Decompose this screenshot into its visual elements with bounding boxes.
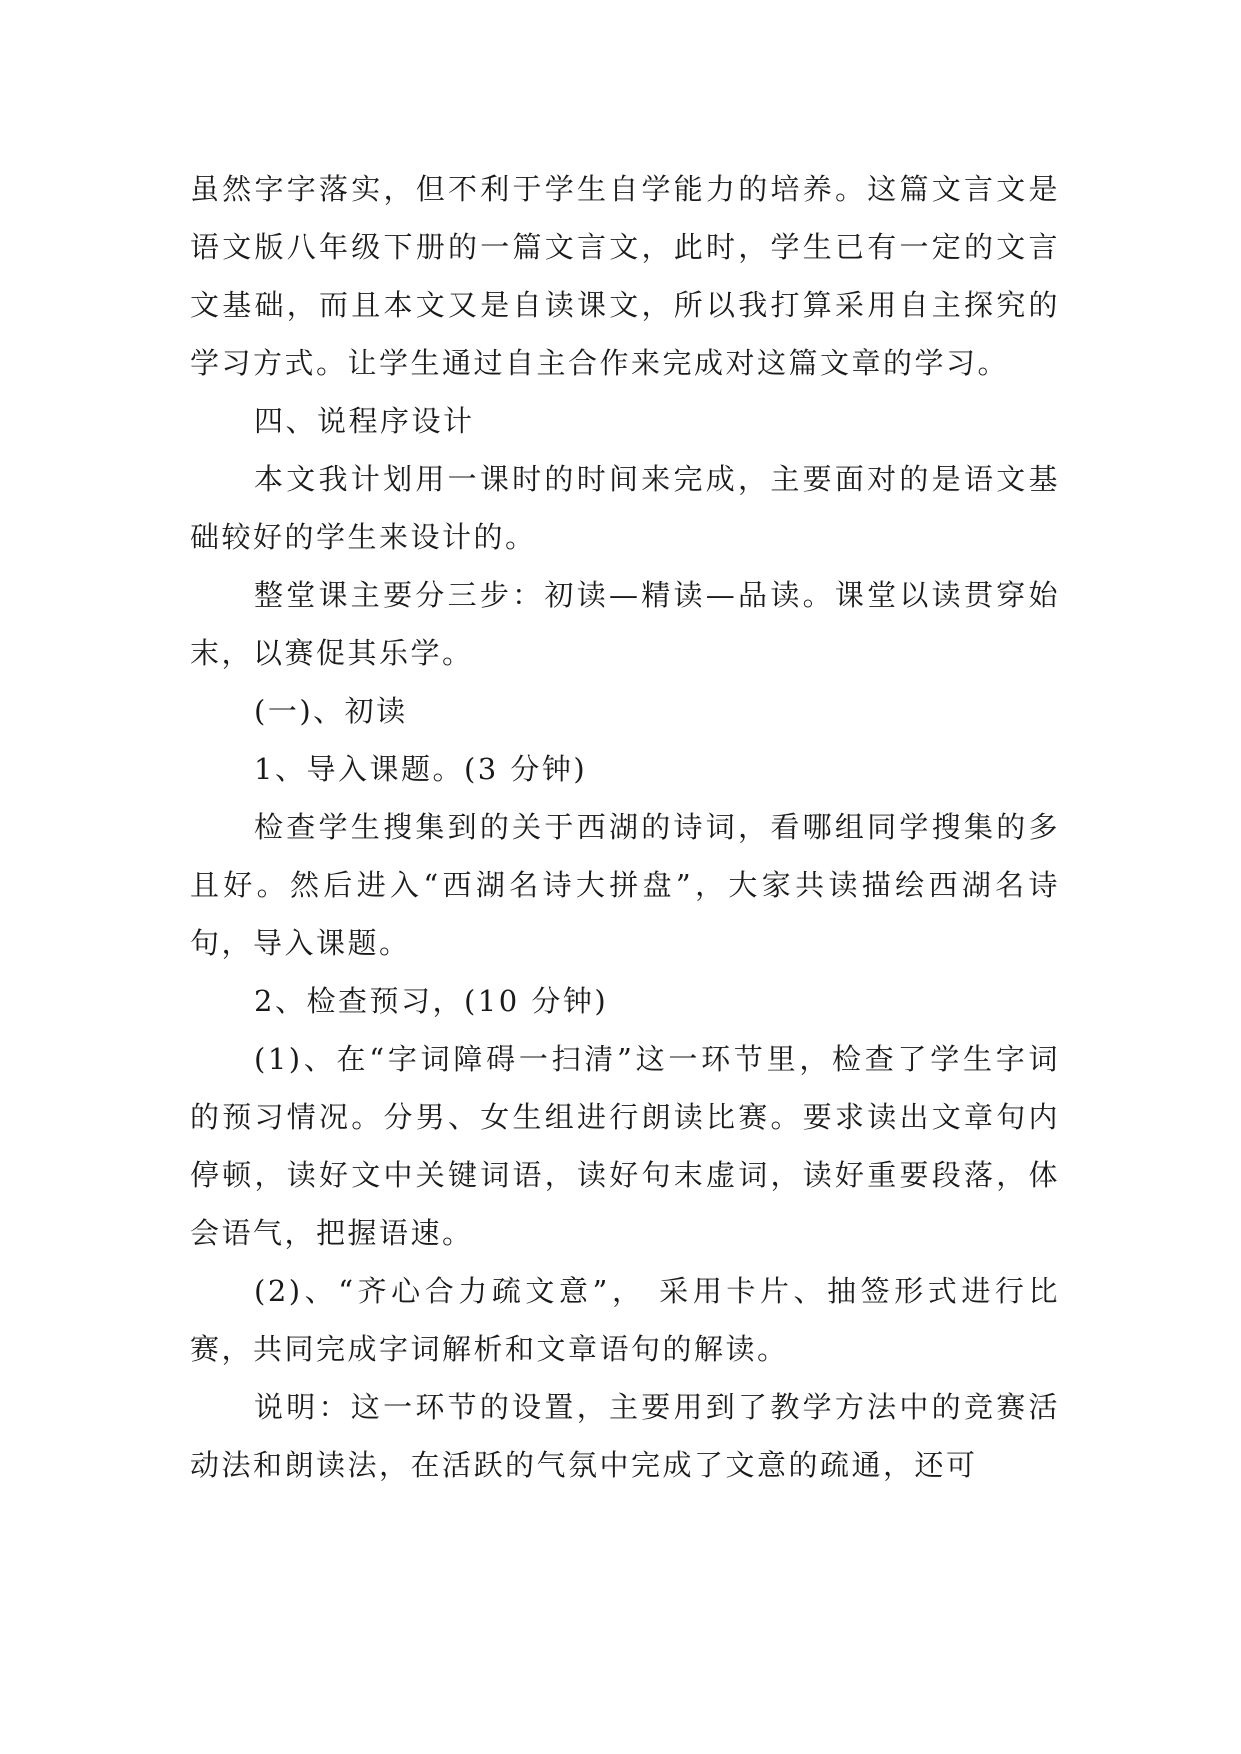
step-2-heading: 2、检查预习，(10 分钟)	[254, 984, 609, 1018]
paragraph-7: 说明：这一环节的设置，主要用到了教学方法中的竞赛活动法和朗读法，在活跃的气氛中完成了文意的疏通，还可	[190, 1390, 1060, 1482]
paragraph-4: 检查学生搜集到的关于西湖的诗词，看哪组同学搜集的多且好。然后进入“西湖名诗大拼盘”，大家共读描绘西湖名诗句，导入课题。	[190, 810, 1060, 960]
subheading-first-reading: (一)、初读	[254, 694, 408, 728]
paragraph-6: (2)、“齐心合力疏文意”， 采用卡片、抽签形式进行比赛，共同完成字词解析和文章语句的解读。	[190, 1274, 1060, 1366]
section-heading-program-design: 四、说程序设计	[254, 404, 475, 438]
paragraph-5: (1)、在“字词障碍一扫清”这一环节里，检查了学生字词的预习情况。分男、女生组进行朗读比赛。要求读出文章句内停顿，读好文中关键词语，读好句末虚词，读好重要段落，体会语气，把握语速。	[190, 1042, 1060, 1250]
paragraph-2: 本文我计划用一课时的时间来完成，主要面对的是语文基础较好的学生来设计的。	[190, 462, 1060, 554]
step-1-heading: 1、导入课题。(3 分钟)	[254, 752, 588, 786]
document-body	[190, 160, 1060, 1494]
paragraph-3: 整堂课主要分三步：初读—精读—品读。课堂以读贯穿始末，以赛促其乐学。	[190, 578, 1060, 670]
paragraph-1: 虽然字字落实，但不利于学生自学能力的培养。这篇文言文是语文版八年级下册的一篇文言文，此时，学生已有一定的文言文基础，而且本文又是自读课文，所以我打算采用自主探究的学习方式。让学生通过自主合作来完成对这篇文章的学习。	[190, 172, 1060, 380]
